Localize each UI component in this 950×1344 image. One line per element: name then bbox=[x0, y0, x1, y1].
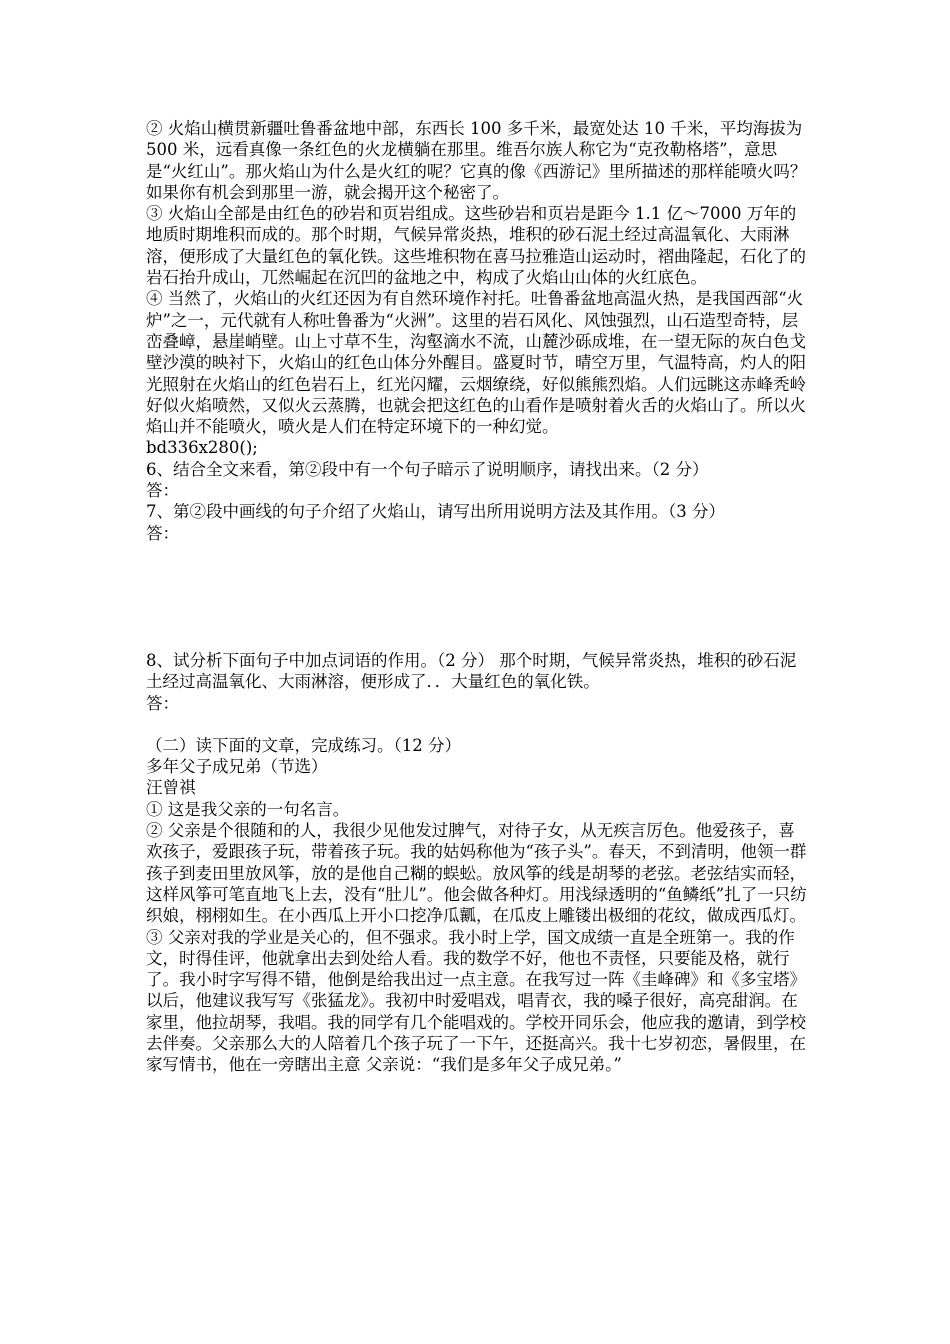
question-6: 6、结合全文来看，第②段中有一个句子暗示了说明顺序，请找出来。（2 分） bbox=[146, 459, 709, 479]
article-author: 汪曾祺 bbox=[146, 778, 196, 798]
document-page bbox=[146, 118, 810, 1076]
question-7-answer-label: 答： bbox=[146, 523, 179, 543]
ad-placeholder-text: bd336x280(); bbox=[146, 438, 258, 458]
answer-space bbox=[146, 544, 810, 650]
section-2-heading: （二）读下面的文章，完成练习。（12 分） bbox=[146, 735, 461, 755]
question-8-answer-label: 答： bbox=[146, 693, 179, 713]
passage1-paragraph-2: ② 火焰山横贯新疆吐鲁番盆地中部，东西长 100 多千米，最宽处达 10 千米，平均海拔为 500 米，远看真像一条红色的火龙横躺在那里。维吾尔族人称它为“克孜勒格塔”，意思是“火红山”。那火焰山为什么是火红的呢？它真的像《西游记》里所描述的那样能喷火吗？如果你有机会到那里一游，就会揭开这个秘密了。 bbox=[146, 119, 807, 202]
article-title: 多年父子成兄弟（节选） bbox=[146, 757, 328, 777]
question-6-answer-label: 答： bbox=[146, 481, 179, 501]
passage2-paragraph-2: ② 父亲是个很随和的人，我很少见他发过脾气，对待子女，从无疾言厉色。他爱孩子，喜欢孩子，爱跟孩子玩，带着孩子玩。我的姑妈称他为“孩子头”。春天，不到清明，他领一群孩子到麦田里放风筝，放的是他自己糊的蜈蚣。放风筝的线是胡琴的老弦。老弦结实而轻，这样风筝可笔直地飞上去，没有“肚儿”。他会做各种灯。用浅绿透明的“鱼鳞纸”扎了一只纺织娘，栩栩如生。在小西瓜上开小口挖净瓜瓤，在瓜皮上雕镂出极细的花纹，做成西瓜灯。 bbox=[146, 821, 807, 926]
passage1-paragraph-4: ④ 当然了，火焰山的火红还因为有自然环境作衬托。吐鲁番盆地高温火热，是我国西部“火炉”之一，元代就有人称吐鲁番为“火洲”。这里的岩石风化、风蚀强烈，山石造型奇特，层峦叠嶂，悬崖峭壁。山上寸草不生，沟壑滴水不流，山麓沙砾成堆，在一望无际的灰白色戈壁沙漠的映衬下，火焰山的红色山体分外醒目。盛夏时节，晴空万里，气温特高，灼人的阳光照射在火焰山的红色岩石上，红光闪耀，云烟缭绕，好似熊熊烈焰。人们远眺这赤峰秃岭好似火焰喷然，又似火云蒸腾，也就会把这红色的山看作是喷射着火舌的火焰山了。所以火焰山并不能喷火，喷火是人们在特定环境下的一种幻觉。 bbox=[146, 289, 806, 437]
passage2-paragraph-1: ① 这是我父亲的一句名言。 bbox=[146, 799, 350, 819]
passage1-paragraph-3: ③ 火焰山全部是由红色的砂岩和页岩组成。这些砂岩和页岩是距今 1.1 亿～7000 万年的地质时期堆积而成的。那个时期，气候异常炎热，堆积的砂石泥土经过高温氧化、大雨淋溶，便形成了大量红色的氧化铁。这些堆积物在喜马拉雅造山运动时，褶曲隆起，石化了的岩石抬升成山，兀然崛起在沉凹的盆地之中，构成了火焰山山体的火红底色。 bbox=[146, 204, 806, 288]
passage2-paragraph-3: ③ 父亲对我的学业是关心的，但不强求。我小时上学，国文成绩一直是全班第一。我的作文，时得佳评，他就拿出去到处给人看。我的数学不好，他也不责怪，只要能及格，就行了。我小时字写得不错，他倒是给我出过一点主意。在我写过一阵《圭峰碑》和《多宝塔》以后，他建议我写写《张猛龙》。我初中时爱唱戏，唱青衣，我的嗓子很好，高亮甜润。在家里，他拉胡琴，我唱。我的同学有几个能唱戏的。学校开同乐会，他应我的邀请，到学校去伴奏。父亲那么大的人陪着几个孩子玩了一下午，还挺高兴。我十七岁初恋，暑假里，在家写情书，他在一旁瞎出主意 父亲说：“我们是多年父子成兄弟。” bbox=[146, 927, 806, 1075]
section-spacer bbox=[146, 714, 810, 735]
question-7: 7、第②段中画线的句子介绍了火焰山，请写出所用说明方法及其作用。（3 分） bbox=[146, 502, 725, 522]
question-8: 8、试分析下面句子中加点词语的作用。（2 分） 那个时期，气候异常炎热，堆积的砂石泥土经过高温氧化、大雨淋溶，便形成了．．大量红色的氧化铁。 bbox=[146, 650, 797, 692]
